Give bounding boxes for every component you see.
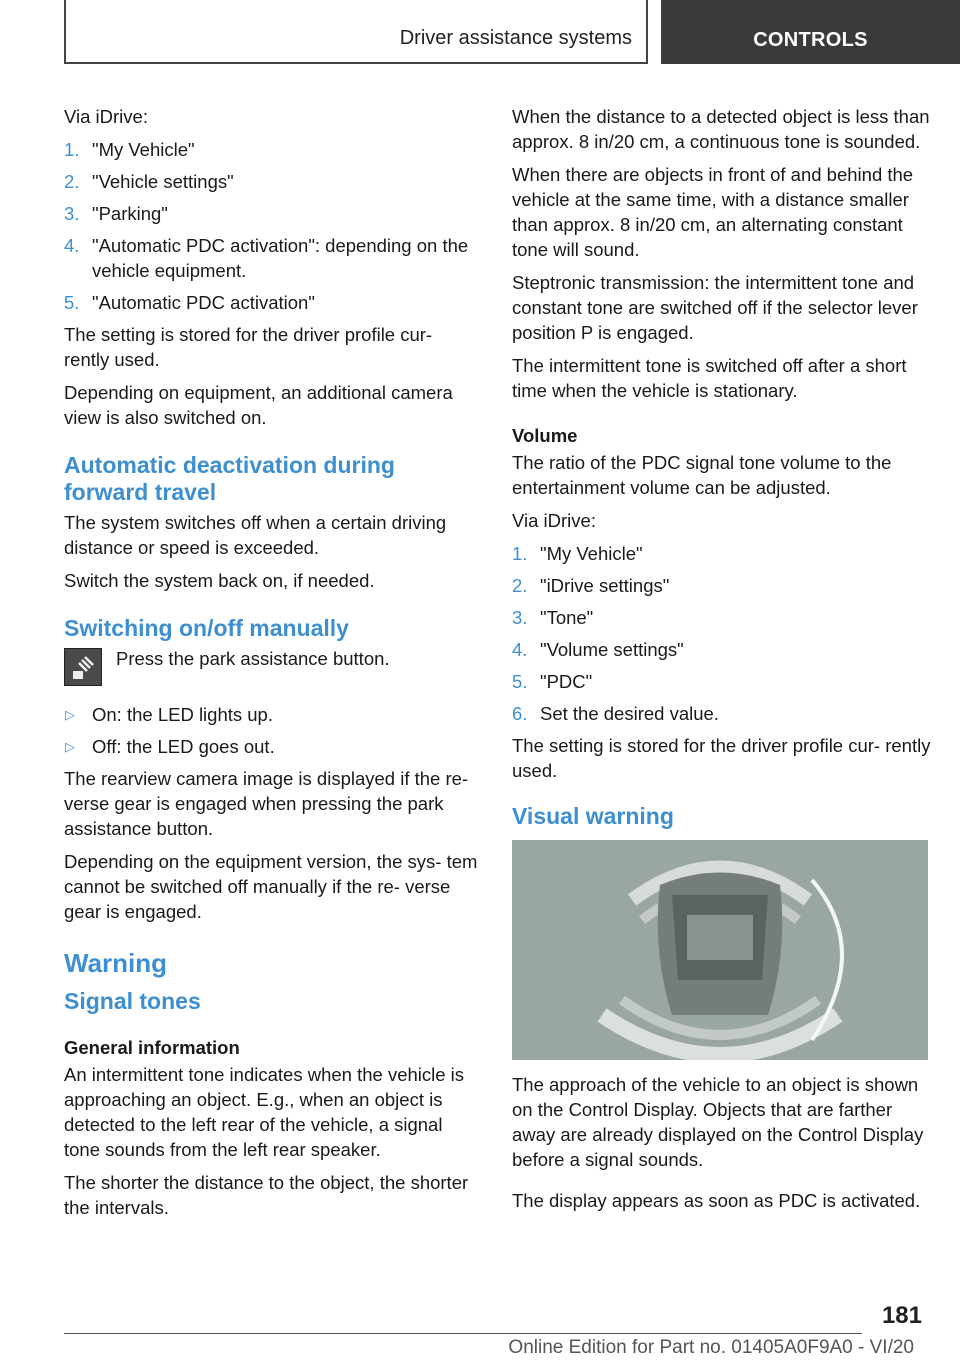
heading-visual-warning: Visual warning — [512, 803, 674, 829]
heading-volume: Volume — [512, 425, 578, 446]
pdc-display-image — [512, 840, 928, 1060]
left-column — [64, 104, 478, 1228]
list-item: 2. "iDrive settings" — [512, 575, 670, 596]
paragraph: Depending on the equipment version, the sys‐ tem cannot be switched off manually if the re‐ verse gear is engaged. — [64, 851, 478, 922]
list-item: 1. "My Vehicle" — [512, 543, 643, 564]
header-section — [64, 0, 648, 64]
list-item: 3. "Parking" — [64, 203, 168, 224]
paragraph: The intermittent tone is switched off after a short time when the vehicle is stationary. — [512, 355, 907, 401]
paragraph: The ratio of the PDC signal tone volume to the entertainment volume can be adjusted. — [512, 452, 892, 498]
paragraph: The setting is stored for the driver profile cur‐ rently used. — [512, 735, 931, 781]
via-idrive: Via iDrive: — [64, 106, 148, 127]
paragraph: Depending on equipment, an additional camera view is also switched on. — [64, 382, 453, 428]
led-states — [64, 702, 478, 759]
footer-edition: Online Edition for Part no. 01405A0F9A0 - VI/20 — [508, 1337, 914, 1358]
footer-divider — [64, 1333, 862, 1334]
list-item: 3. "Tone" — [512, 607, 594, 628]
list-item: 4. "Volume settings" — [512, 639, 684, 660]
paragraph: The display appears as soon as PDC is activated. — [512, 1190, 921, 1211]
paragraph: Steptronic transmission: the intermittent tone and constant tone are switched off if the selector lever position P is engaged. — [512, 272, 918, 343]
left-steps — [64, 137, 478, 315]
list-item: 4. "Automatic PDC activation": depending on the vehicle equipment. — [64, 235, 469, 281]
paragraph: The shorter the distance to the object, the shorter the intervals. — [64, 1172, 469, 1218]
paragraph: Switch the system back on, if needed. — [64, 570, 375, 591]
press-instruction: Press the park assistance button. — [116, 648, 390, 669]
list-item: 6. Set the desired value. — [512, 703, 719, 724]
heading-switching: Switching on/off manually — [64, 615, 349, 641]
heading-warning: Warning — [64, 948, 168, 978]
heading-auto-deactivation: Automatic deactivation during forward travel — [64, 452, 395, 505]
heading-general-info: General information — [64, 1037, 240, 1058]
list-item: ▷ Off: the LED goes out. — [65, 736, 275, 757]
chapter-title: CONTROLS — [753, 29, 868, 51]
triangle-icon: ▷ — [65, 707, 75, 722]
park-assist-row — [64, 646, 478, 690]
right-column — [512, 104, 932, 1221]
header-chapter — [661, 0, 960, 64]
paragraph: The setting is stored for the driver profile cur‐ rently used. — [64, 324, 433, 370]
list-item: ▷ On: the LED lights up. — [65, 704, 273, 725]
page-number: 181 — [881, 1302, 922, 1329]
paragraph: The rearview camera image is displayed if the re‐ verse gear is engaged when pressing the park assistance button. — [64, 768, 469, 839]
paragraph: When the distance to a detected object is less than approx. 8 in/20 cm, a continuous tone is sounded. — [512, 106, 930, 152]
paragraph: The system switches off when a certain driving distance or speed is exceeded. — [64, 512, 447, 558]
park-assist-button-icon — [64, 648, 102, 686]
via-idrive: Via iDrive: — [512, 510, 596, 531]
list-item: 1. "My Vehicle" — [64, 139, 195, 160]
section-title: Driver assistance systems — [399, 27, 632, 49]
paragraph: When there are objects in front of and behind the vehicle at the same time, with a distance smaller than approx. 8 in/20 cm, an alternating constant tone will sound. — [512, 164, 914, 260]
right-steps — [512, 541, 932, 726]
list-item: 5. "Automatic PDC activation" — [64, 292, 315, 313]
paragraph: The approach of the vehicle to an object is shown on the Control Display. Objects that are farther away are already displayed on the Control Display before a signal sounds. — [512, 1074, 924, 1170]
paragraph: An intermittent tone indicates when the vehicle is approaching an object. E.g., when an object is detected to the left rear of the vehicle, a signal tone sounds from the left rear speaker. — [64, 1064, 465, 1160]
triangle-icon: ▷ — [65, 739, 75, 754]
list-item: 2. "Vehicle settings" — [64, 171, 234, 192]
list-item: 5. "PDC" — [512, 671, 593, 692]
heading-signal-tones: Signal tones — [64, 988, 201, 1014]
